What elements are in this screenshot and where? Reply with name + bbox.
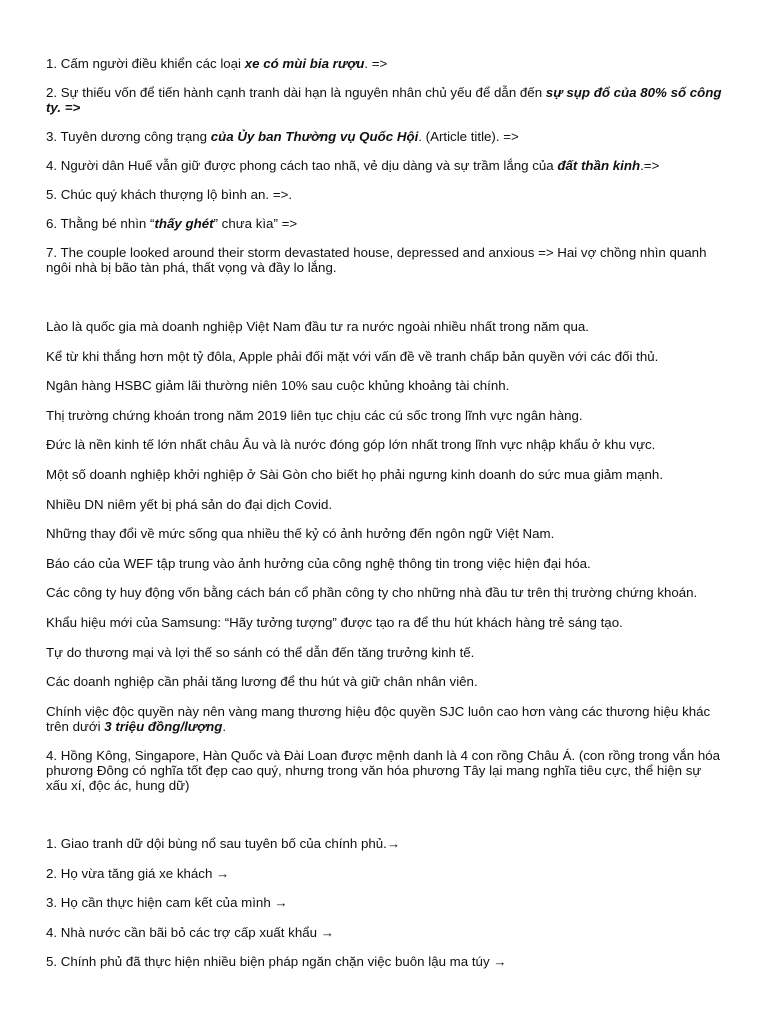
emphasized-text: của Ủy ban Thường vụ Quốc Hội [210, 129, 419, 144]
sentence-item [46, 319, 726, 334]
paragraph-text: Kể từ khi thắng hơn một tỷ đôla, Apple phải đối mặt với vấn đề về tranh chấp bản quyền với các đối thủ. [46, 348, 659, 364]
sentence-item [46, 674, 726, 689]
exercise-item [46, 85, 726, 115]
paragraph-text: . => [364, 56, 388, 71]
paragraph-text: Ngân hàng HSBC giảm lãi thường niên 10% sau cuộc khủng khoảng tài chính. [46, 378, 510, 394]
sentence-item [46, 585, 726, 600]
paragraph-text: Những thay đổi về mức sống qua nhiều thế kỷ có ảnh hưởng đến ngôn ngữ Việt Nam. [46, 526, 555, 542]
sentence-item [46, 497, 726, 512]
paragraph-text: Tự do thương mại và lợi thế so sánh có thể dẫn đến tăng trưởng kinh tế. [46, 644, 475, 660]
paragraph-text: 7. The couple looked around their storm devastated house, depressed and anxious => Hai vợ chồng nhìn quanh ngôi nhà bị bão tàn phá, thất vọng và đầy lo lắng. [46, 245, 707, 275]
paragraph-text: 1. Cấm người điều khiển các loại [46, 56, 245, 71]
sentence-item [46, 408, 726, 423]
sentence-item [46, 748, 726, 793]
sentence-item [46, 349, 726, 364]
paragraph-text: ” chưa kìa” => [213, 216, 298, 231]
paragraph-text: 3. Tuyên dương công trạng [46, 129, 211, 144]
translation-exercise-list-2 [46, 836, 726, 969]
paragraph-text: 5. Chính phủ đã thực hiện nhiều biện pháp ngăn chặn việc buôn lậu ma túy → [46, 954, 507, 970]
emphasized-text: đất thần kinh [557, 158, 641, 173]
paragraph-text: Các công ty huy động vốn bằng cách bán cổ phần công ty cho những nhà đầu tư trên thị trường chứng khoán. [46, 585, 698, 601]
document-page [46, 56, 726, 984]
paragraph-text: 1. Giao tranh dữ dội bùng nổ sau tuyên bố của chính phủ.→ [46, 835, 401, 851]
emphasized-text: thấy ghét [154, 216, 214, 231]
paragraph-text: 4. Người dân Huế vẫn giữ được phong cách tao nhã, vẻ dịu dàng và sự trầm lắng của [46, 158, 558, 173]
paragraph-text: 4. Nhà nước cần bãi bỏ các trợ cấp xuất khẩu → [46, 924, 334, 940]
exercise-item [46, 925, 726, 940]
paragraph-text: Lào là quốc gia mà doanh nghiệp Việt Nam đầu tư ra nước ngoài nhiều nhất trong năm qua. [46, 319, 590, 334]
exercise-item [46, 129, 726, 144]
exercise-item [46, 245, 726, 275]
paragraph-text: Khẩu hiệu mới của Samsung: “Hãy tưởng tượng” được tạo ra để thu hút khách hàng trẻ sáng tạo. [46, 614, 623, 630]
paragraph-text: 4. Hồng Kông, Singapore, Hàn Quốc và Đài Loan được mệnh danh là 4 con rồng Châu Á. (con rồng trong vắn hóa phương Đông có nghĩa tốt đẹp cao quý, nhưng trong văn hóa phương Tây lại mang nghĩa tiêu cực, thể hiện sự xấu xí, độc ác, hung dữ) [46, 748, 721, 794]
paragraph-text: 5. Chúc quý khách thượng lộ bình an. =>. [46, 187, 293, 202]
paragraph-text: Nhiều DN niêm yết bị phá sản do đại dịch Covid. [46, 496, 333, 512]
sentence-item [46, 615, 726, 630]
exercise-item [46, 895, 726, 910]
exercise-item [46, 954, 726, 969]
emphasized-text: sự sụp đổ của 80% số công ty. => [46, 85, 722, 115]
sentence-item [46, 437, 726, 452]
paragraph-text: . [222, 718, 227, 734]
sentence-list [46, 319, 726, 793]
sentence-item [46, 467, 726, 482]
paragraph-text: Đức là nền kinh tế lớn nhất châu Âu và là nước đóng góp lớn nhất trong lĩnh vực nhập khẩu ở khu vực. [46, 437, 656, 453]
sentence-item [46, 556, 726, 571]
sentence-item [46, 526, 726, 541]
emphasized-text: 3 triệu đồng/lượng [104, 718, 223, 734]
paragraph-text: 2. Họ vừa tăng giá xe khách → [46, 865, 230, 881]
paragraph-text: 2. Sự thiếu vốn để tiến hành cạnh tranh dài hạn là nguyên nhân chủ yếu để dẫn đến [46, 85, 546, 100]
section-spacer [46, 808, 726, 836]
paragraph-text: .=> [640, 158, 660, 173]
exercise-item [46, 836, 726, 851]
paragraph-text: 3. Họ cần thực hiện cam kết của mình → [46, 895, 288, 911]
exercise-item [46, 866, 726, 881]
exercise-item [46, 187, 726, 202]
sentence-item [46, 704, 726, 734]
translation-exercise-list-1 [46, 56, 726, 275]
paragraph-text: . (Article title). => [418, 129, 519, 144]
paragraph-text: Một số doanh nghiệp khởi nghiệp ở Sài Gòn cho biết họ phải ngưng kinh doanh do sức mua giảm mạnh. [46, 466, 664, 482]
section-spacer [46, 289, 726, 319]
sentence-item [46, 645, 726, 660]
paragraph-text: Báo cáo của WEF tập trung vào ảnh hưởng của công nghệ thông tin trong việc hiện đại hóa. [46, 555, 591, 571]
paragraph-text: Các doanh nghiệp cần phải tăng lương để thu hút và giữ chân nhân viên. [46, 674, 478, 690]
sentence-item [46, 378, 726, 393]
exercise-item [46, 216, 726, 231]
paragraph-text: Chính việc độc quyền này nên vàng mang thương hiệu độc quyền SJC luôn cao hơn vàng các thương hiệu khác trên dưới [46, 703, 711, 734]
paragraph-text: Thị trường chứng khoán trong năm 2019 liên tục chịu các cú sốc trong lĩnh vực ngân hàng. [46, 407, 583, 423]
emphasized-text: xe có mùi bia rượu [244, 56, 365, 71]
paragraph-text: 6. Thằng bé nhìn “ [46, 216, 155, 231]
exercise-item [46, 56, 726, 71]
exercise-item [46, 158, 726, 173]
